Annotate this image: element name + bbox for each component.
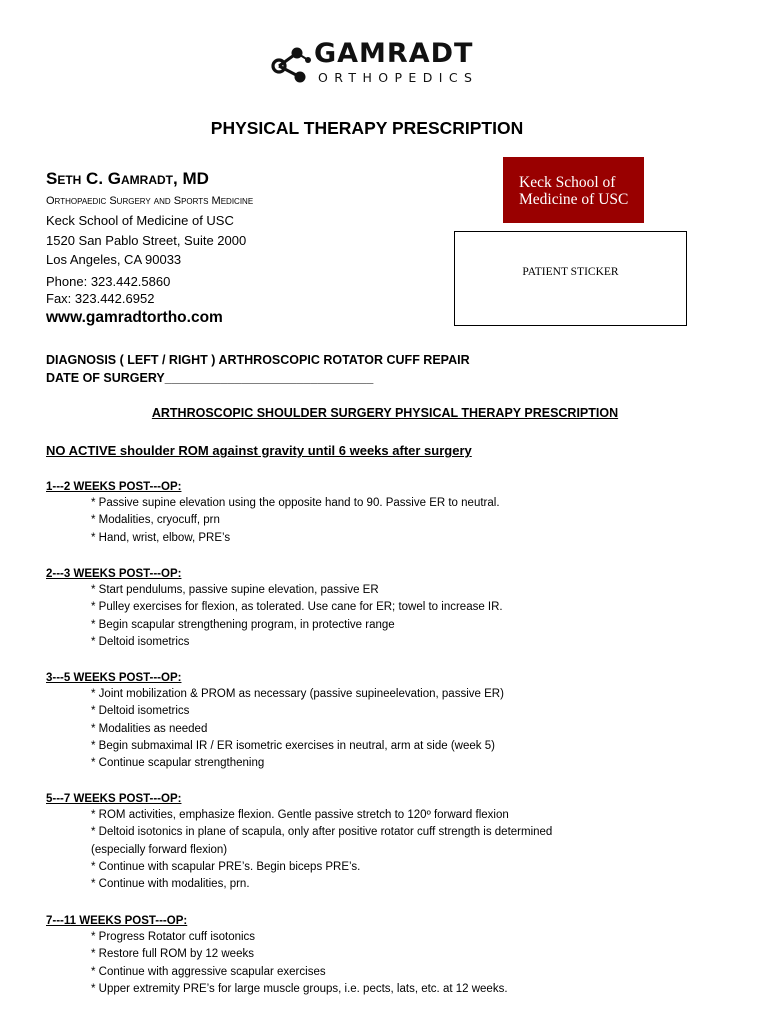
- doctor-address-line1: 1520 San Pablo Street, Suite 2000: [46, 233, 247, 248]
- list-item: * Begin submaximal IR / ER isometric exercises in neutral, arm at side (week 5): [91, 739, 495, 752]
- surgery-date-line: DATE OF SURGERY______________________________: [46, 371, 374, 385]
- phase-1-2-weeks: [46, 479, 500, 547]
- list-item: * Modalities, cryocuff, prn: [91, 514, 220, 527]
- doctor-address-line2: Los Angeles, CA 90033: [46, 252, 182, 267]
- section-title: 3---5 WEEKS POST---OP:: [46, 672, 182, 684]
- list-item: * Passive supine elevation using the opposite hand to 90. Passive ER to neutral.: [91, 497, 500, 509]
- patient-sticker-box: [454, 231, 687, 326]
- diagnosis-line: DIAGNOSIS ( LEFT / RIGHT ) ARTHROSCOPIC ROTATOR CUFF REPAIR: [46, 353, 470, 367]
- list-item: * Deltoid isometrics: [91, 635, 190, 648]
- doctor-website: www.gamradtortho.com: [46, 309, 223, 326]
- list-item: * Deltoid isometrics: [91, 705, 190, 718]
- list-item: * Hand, wrist, elbow, PRE’s: [91, 531, 231, 544]
- rom-restriction: NO ACTIVE shoulder ROM against gravity until 6 weeks after surgery: [46, 443, 472, 458]
- prescription-subtitle: ARTHROSCOPIC SHOULDER SURGERY PHYSICAL THERAPY PRESCRIPTION: [151, 406, 619, 420]
- list-item: * Upper extremity PRE’s for large muscle groups, i.e. pects, lats, etc. at 12 weeks.: [91, 982, 508, 995]
- phase-3-5-weeks: [46, 670, 504, 772]
- list-item: * Begin scapular strengthening program, in protective range: [91, 618, 395, 631]
- list-item: * Pulley exercises for flexion, as tolerated. Use cane for ER; towel to increase IR.: [91, 601, 503, 614]
- list-item: * Continue with aggressive scapular exercises: [91, 965, 326, 978]
- molecule-icon: [270, 44, 314, 84]
- list-item: * Joint mobilization & PROM as necessary (passive supineelevation, passive ER): [91, 688, 504, 700]
- list-item: * Progress Rotator cuff isotonics: [91, 931, 256, 943]
- list-item: * Continue with scapular PRE’s. Begin biceps PRE’s.: [91, 860, 361, 873]
- phase-7-11-weeks: [46, 913, 508, 998]
- doctor-institution: Keck School of Medicine of USC: [46, 213, 234, 228]
- list-item: * ROM activities, emphasize flexion. Gentle passive stretch to 120º forward flexion: [91, 809, 509, 821]
- logo-wordmark: GAMRADT: [314, 38, 474, 69]
- list-item: * Modalities as needed: [91, 722, 208, 735]
- list-item: * Continue scapular strengthening: [91, 757, 265, 770]
- section-title: 5---7 WEEKS POST---OP:: [46, 793, 182, 805]
- keck-logo: [503, 157, 644, 223]
- list-item: * Restore full ROM by 12 weeks: [91, 948, 254, 961]
- doctor-fax: Fax: 323.442.6952: [46, 291, 155, 306]
- phase-5-7-weeks: [46, 791, 561, 893]
- patient-sticker-label: PATIENT STICKER: [522, 266, 619, 278]
- section-title: 1---2 WEEKS POST---OP:: [46, 481, 182, 493]
- doctor-name: Seth C. Gamradt, MD: [46, 169, 209, 188]
- keck-logo-line2: Medicine of USC: [519, 191, 629, 208]
- page-title: PHYSICAL THERAPY PRESCRIPTION: [210, 118, 524, 138]
- doctor-specialty: Orthopaedic Surgery and Sports Medicine: [46, 195, 254, 207]
- phase-2-3-weeks: [46, 566, 503, 651]
- list-item: * Continue with modalities, prn.: [91, 878, 250, 891]
- section-title: 2---3 WEEKS POST---OP:: [46, 568, 182, 580]
- list-item: * Deltoid isotonics in plane of scapula, only after positive rotator cuff strength is determined (especially forward flexion): [91, 826, 553, 856]
- doctor-phone: Phone: 323.442.5860: [46, 274, 171, 289]
- logo-tagline: ORTHOPEDICS: [318, 70, 479, 85]
- section-title: 7---11 WEEKS POST---OP:: [46, 915, 188, 927]
- keck-logo-line1: Keck School of: [519, 174, 616, 191]
- list-item: * Start pendulums, passive supine elevation, passive ER: [91, 584, 379, 596]
